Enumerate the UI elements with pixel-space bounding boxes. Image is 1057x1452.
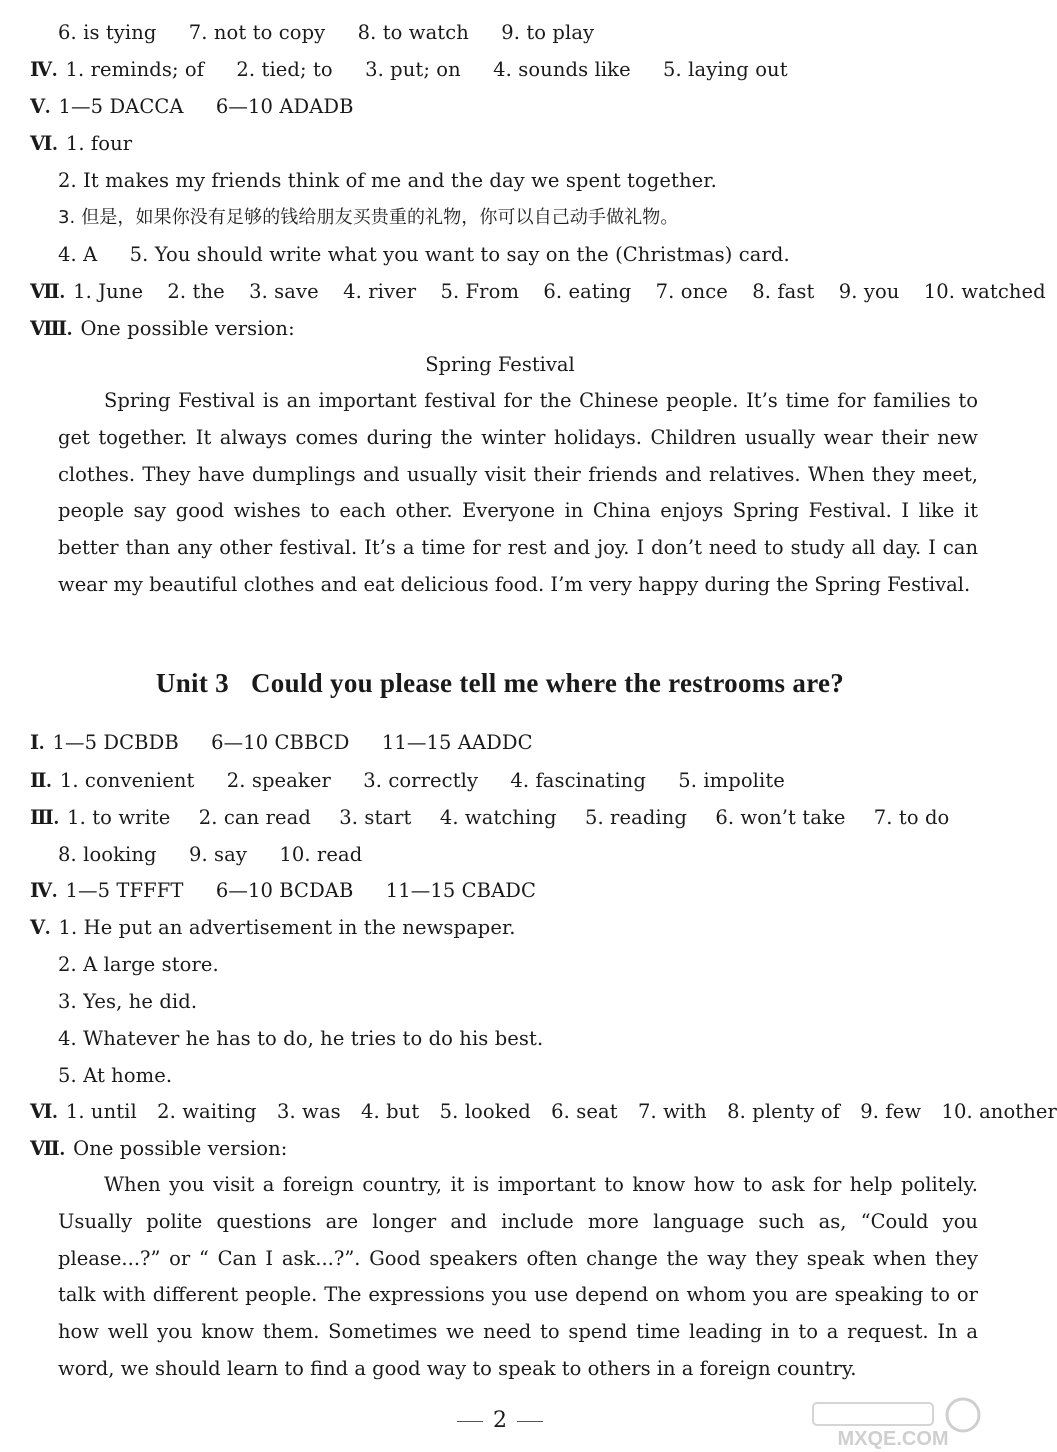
page-number-dash <box>517 1421 543 1422</box>
section-label: Ⅳ. <box>30 60 58 81</box>
essay-paragraph: Spring Festival is an important festival for the Chinese people. It’s time for families to get together. It always comes during the winter holidays. Children usually wear their new clothes. They have dumplings and usually visit their friends and relatives. When they meet, people say good wishes to each other. Everyone in China enjoys Spring Festival. I like it better than any other festival. It’s a time for rest and joy. I don’t need to study all day. I can wear my beautiful clothes and eat delicious food. I’m very happy during the Spring Festival. <box>58 389 978 596</box>
section-label: Ⅲ. <box>30 808 59 829</box>
watermark-logo <box>793 1395 988 1450</box>
answer-line-continued <box>58 842 980 868</box>
answer-line: 4. Whatever he has to do, he tries to do his best. <box>58 1027 544 1050</box>
answer-item: 6—10 ADADB <box>215 95 354 118</box>
section-label: Ⅱ. <box>30 771 52 792</box>
unit-title: Could you please tell me where the restrooms are? <box>250 668 845 698</box>
answer-item: 10. read <box>279 843 363 866</box>
answer-item: One possible version: <box>73 1137 288 1160</box>
answer-item: 3. was <box>276 1100 341 1123</box>
answer-item: 7. to do <box>873 806 950 829</box>
answer-item: 1. four <box>65 132 133 155</box>
section-label: Ⅴ. <box>30 918 51 939</box>
answer-item: 5. reading <box>584 806 688 829</box>
section-label: Ⅵ. <box>30 134 58 155</box>
answer-item: 4. watching <box>439 806 557 829</box>
unit-section-6-answers <box>30 1099 1057 1126</box>
answer-item: 6. is tying <box>58 21 157 44</box>
answer-item: 5. impolite <box>678 769 785 792</box>
answer-item: 4. sounds like <box>493 58 631 81</box>
answer-item: 1. to write <box>67 806 171 829</box>
section-label: Ⅶ. <box>30 282 65 303</box>
answer-item: 6—10 CBBCD <box>211 731 350 754</box>
section-label: Ⅷ. <box>30 319 73 340</box>
answer-item: 8. to watch <box>357 21 469 44</box>
answer-line: 2. It makes my friends think of me and the day we spent together. <box>58 169 717 192</box>
answer-item: 4. A <box>58 243 98 266</box>
section-7-answers <box>30 279 1046 306</box>
section-label: Ⅶ. <box>30 1139 65 1160</box>
answer-item: 3. put; on <box>365 58 461 81</box>
answer-item: 5. looked <box>439 1100 531 1123</box>
answer-item: 1. He put an advertisement in the newspaper. <box>58 916 516 939</box>
answer-line: 2. A large store. <box>58 953 219 976</box>
answer-item: 4. but <box>361 1100 420 1123</box>
unit-label: Unit 3 <box>155 668 229 698</box>
answer-item: 4. river <box>343 280 417 303</box>
answer-item: 11—15 CBADC <box>385 879 537 902</box>
answer-item: 7. once <box>655 280 728 303</box>
answer-item: 6—10 BCDAB <box>215 879 354 902</box>
section-5-answers <box>30 94 980 121</box>
answer-line-continued <box>58 20 980 46</box>
page-number-dash <box>457 1421 483 1422</box>
answer-item: 9. say <box>188 843 247 866</box>
answer-item: 5. You should write what you want to say on the (Christmas) card. <box>129 243 790 266</box>
answer-item: 5. laying out <box>663 58 788 81</box>
unit-section-7-heading <box>30 1136 980 1163</box>
answer-item: 9. few <box>860 1100 922 1123</box>
answer-item: 1—5 TFFFT <box>65 879 184 902</box>
answer-item: 1. June <box>73 280 144 303</box>
watermark-badge-icon <box>813 1403 933 1425</box>
answer-item: 2. the <box>167 280 225 303</box>
unit-section-5-answers <box>30 915 980 942</box>
answer-item: 2. waiting <box>157 1100 257 1123</box>
answer-item: 7. not to copy <box>188 21 326 44</box>
answer-line: 5. At home. <box>58 1064 173 1087</box>
answer-item: 9. you <box>838 280 900 303</box>
answer-item: 6. won’t take <box>715 806 846 829</box>
answer-item: 1—5 DCBDB <box>52 731 179 754</box>
watermark-text: MXQE.COM <box>837 1428 949 1450</box>
essay-title: Spring Festival <box>425 353 575 376</box>
answer-item: 9. to play <box>501 21 595 44</box>
answer-item: 1. convenient <box>59 769 195 792</box>
answer-item: 1—5 DACCA <box>58 95 184 118</box>
answer-item: 3. correctly <box>363 769 479 792</box>
answer-item: 8. plenty of <box>727 1100 840 1123</box>
answer-item: 8. fast <box>752 280 815 303</box>
section-4-answers <box>30 57 980 84</box>
unit-heading <box>0 666 1000 700</box>
answer-line-chinese: 3. 但是，如果你没有足够的钱给朋友买贵重的礼物，你可以自己动手做礼物。 <box>58 207 679 228</box>
section-8-heading <box>30 316 980 343</box>
answer-item: 10. another <box>941 1100 1057 1123</box>
unit-section-1-answers <box>30 730 980 757</box>
page-number-value: 2 <box>493 1408 507 1433</box>
answer-line <box>58 242 980 268</box>
unit-section-4-answers <box>30 878 980 905</box>
answer-item: 2. tied; to <box>236 58 333 81</box>
answer-item: 1. reminds; of <box>65 58 205 81</box>
unit-section-3-answers <box>30 805 980 832</box>
answer-item: 6. eating <box>543 280 632 303</box>
answer-item: 2. speaker <box>226 769 331 792</box>
answer-item: 3. save <box>249 280 319 303</box>
section-6-answers <box>30 131 980 158</box>
answer-item: 11—15 AADDC <box>381 731 533 754</box>
answer-line: 3. Yes, he did. <box>58 990 198 1013</box>
answer-item: One possible version: <box>80 317 295 340</box>
answer-item: 2. can read <box>198 806 311 829</box>
answer-item: 4. fascinating <box>510 769 646 792</box>
answer-item: 10. watched <box>923 280 1046 303</box>
section-label: Ⅴ. <box>30 97 51 118</box>
answer-item: 6. seat <box>551 1100 618 1123</box>
section-label: Ⅳ. <box>30 881 58 902</box>
answer-item: 7. with <box>638 1100 707 1123</box>
answer-item: 3. start <box>339 806 412 829</box>
section-label: Ⅵ. <box>30 1102 58 1123</box>
answer-item: 8. looking <box>58 843 157 866</box>
answer-item: 5. From <box>440 280 520 303</box>
answer-item: 1. until <box>65 1100 137 1123</box>
section-label: Ⅰ. <box>30 733 45 754</box>
essay-paragraph: When you visit a foreign country, it is important to know how to ask for help politely. Usually polite questions are longer and include more language such as, “Could you please...?” or “ Can I ask...?”. Good speakers often change the way they speak when they talk with different people. The expressions you use depend on whom you are speaking to or how well you know them. Sometimes we need to spend time leading in to a request. In a word, we should learn to find a good way to speak to others in a foreign country. <box>58 1173 978 1380</box>
watermark-seal-icon <box>947 1399 979 1431</box>
unit-section-2-answers <box>30 768 980 795</box>
